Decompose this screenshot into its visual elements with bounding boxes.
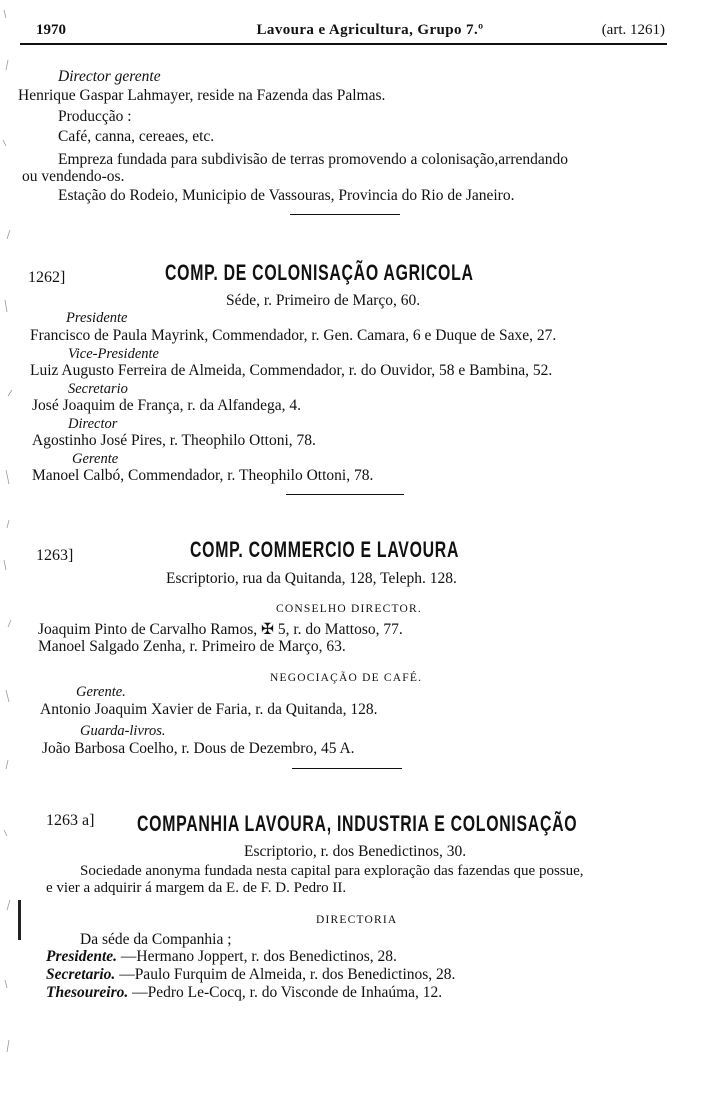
seat-note: Da séde da Companhia ; (80, 931, 232, 948)
role-label: Presidente (66, 310, 128, 326)
entry-person: Antonio Joaquim Xavier de Faria, r. da Quitanda, 128. (40, 701, 378, 718)
header-rule (20, 43, 667, 45)
role-label: Gerente (72, 451, 119, 467)
production-text: Café, canna, cereaes, etc. (58, 128, 215, 145)
role-label: Vice-Presidente (68, 346, 159, 362)
role-label: Gerente. (76, 684, 126, 700)
entry-person: Manoel Salgado Zenha, r. Primeiro de Março, 63. (38, 638, 346, 655)
board-label: DIRECTORIA (316, 914, 398, 926)
running-header (30, 22, 665, 44)
entry-person: —Pedro Le-Cocq, r. do Visconde de Inhaúma, 12. (132, 984, 443, 1001)
company-address: Séde, r. Primeiro de Março, 60. (226, 292, 421, 309)
entry-person: Joaquim Pinto de Carvalho Ramos, ✠ 5, r. do Mattoso, 77. (38, 621, 403, 638)
company-address: Escriptorio, r. dos Benedictinos, 30. (244, 843, 467, 860)
description-text: Sociedade anonyma fundada nesta capital para exploração das fazendas que possue, (80, 863, 584, 879)
role-label: Guarda-livros. (80, 723, 166, 739)
station-text: Estação do Rodeio, Municipio de Vassouras, Provincia do Rio de Janeiro. (58, 187, 515, 204)
scan-margin-speckle (0, 0, 30, 1106)
article-range: (art. 1261) (601, 22, 665, 38)
entry-person: Luiz Augusto Ferreira de Almeida, Commendador, r. do Ouvidor, 58 e Bambina, 52. (30, 362, 553, 379)
entry-person: —Hermano Joppert, r. dos Benedictinos, 28. (120, 948, 397, 965)
role-label: Presidente. (46, 948, 118, 965)
role-label: Secretario. (46, 966, 116, 983)
entry-person: João Barbosa Coelho, r. Dous de Dezembro, 45 A. (42, 740, 355, 757)
section-rule (290, 214, 400, 215)
role-label: Director gerente (58, 68, 161, 85)
company-name: COMP. DE COLONISAÇÃO AGRICOLA (165, 260, 474, 285)
role-label: Secretario (68, 381, 128, 397)
role-label: Director (68, 416, 118, 432)
company-name: COMP. COMMERCIO E LAVOURA (190, 537, 460, 562)
board-label: NEGOCIAÇÃO DE CAFÉ. (270, 672, 423, 684)
entry-person: José Joaquim de França, r. da Alfandega, 4. (32, 397, 302, 414)
page-number: 1970 (36, 22, 66, 38)
entry-number: 1262] (28, 269, 66, 286)
entry-person: Henrique Gaspar Lahmayer, reside na Fazenda das Palmas. (18, 87, 386, 104)
description-text: Empreza fundada para subdivisão de terras promovendo a colonisação,arrendando (58, 151, 569, 168)
board-label: CONSELHO DIRECTOR. (276, 603, 422, 615)
entry-person: Francisco de Paula Mayrink, Commendador, r. Gen. Camara, 6 e Duque de Saxe, 27. (30, 327, 557, 344)
entry-number: 1263 a] (46, 812, 95, 829)
entry-number: 1263] (36, 547, 74, 564)
officer-row (46, 984, 442, 1002)
officer-row (46, 948, 397, 966)
production-label: Producção : (58, 108, 132, 125)
description-text: ou vendendo-os. (22, 168, 125, 185)
description-text: e vier a adquirir á margem da E. de F. D. Pedro II. (46, 880, 347, 896)
entry-person: Agostinho José Pires, r. Theophilo Ottoni, 78. (32, 432, 316, 449)
company-name: COMPANHIA LAVOURA, INDUSTRIA E COLONISAÇÃO (137, 811, 578, 836)
officer-row (46, 966, 455, 984)
section-rule (286, 494, 404, 495)
entry-person: Manoel Calbó, Commendador, r. Theophilo Ottoni, 78. (32, 467, 374, 484)
running-title: Lavoura e Agricultura, Grupo 7.º (256, 22, 484, 38)
section-rule (292, 768, 402, 769)
role-label: Thesoureiro. (46, 984, 129, 1001)
company-address: Escriptorio, rua da Quitanda, 128, Teleph. 128. (166, 570, 457, 587)
entry-person: —Paulo Furquim de Almeida, r. dos Benedictinos, 28. (119, 966, 456, 983)
